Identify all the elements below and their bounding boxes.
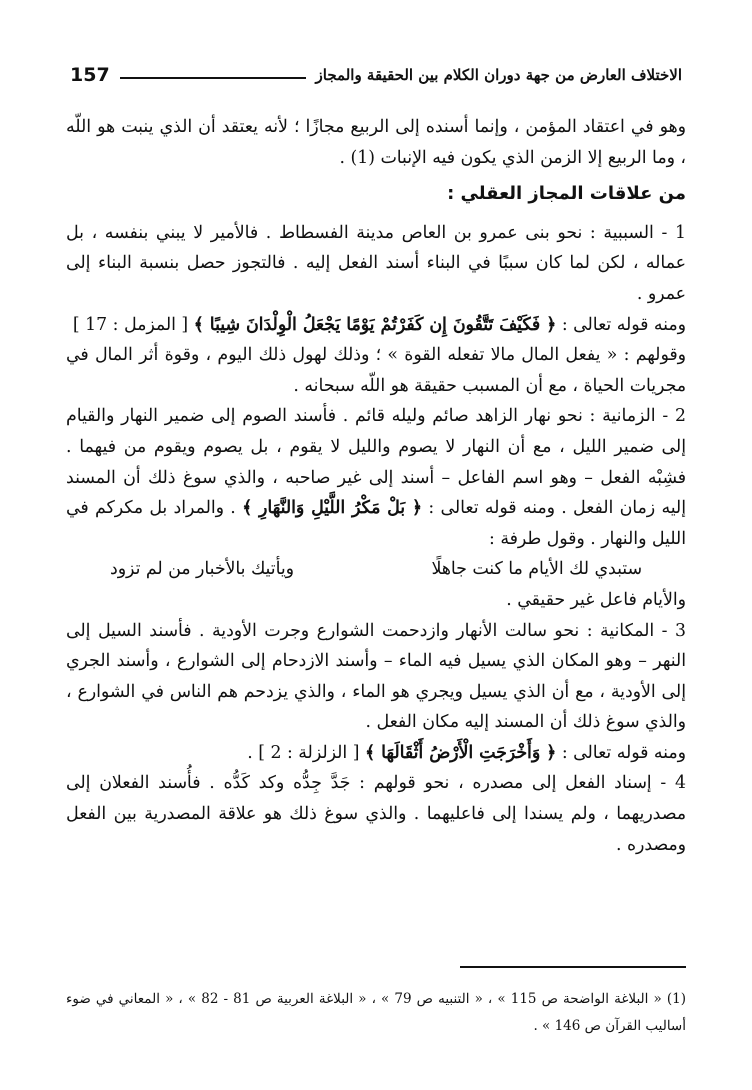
spatial-paragraph: 3 - المكانية : نحو سالت الأنهار وازدحمت الشوارع وجرت الأودية . فأسند السيل إلى النهر – وهو المكان الذي يسيل فيه الماء – وأسند الازدحام إلى الشوارع ، وأسند الجري إلى الأودية ، مع أن الذي يسيل ويجري هو الماء ، والذي يزدحم هم الناس في الشوارع ، والذي سوغ ذلك أن المسند إليه مكان الفعل . — [66, 620, 686, 733]
running-header — [70, 58, 682, 92]
page-number: 157 — [70, 64, 110, 86]
quran-intro: ومنه قوله تعالى : — [561, 742, 686, 763]
quran-intro: ومنه قوله تعالى : — [561, 314, 686, 335]
quran-reference: [ الزلزلة : 2 ] . — [247, 742, 360, 763]
footnote-rule — [460, 966, 686, 968]
causality-quran-paragraph — [66, 310, 686, 341]
quran-reference: [ المزمل : 17 ] — [72, 314, 189, 335]
intro-paragraph: وهو في اعتقاد المؤمن ، وإنما أسنده إلى الربيع مجازًا ؛ لأنه يعتقد أن الذي ينبت هو اللّه ، وما الربيع إلا الزمن الذي يكون فيه الإنبات (1) . — [66, 117, 686, 168]
quran-verse: ﴿ وَأَخْرَجَتِ الْأَرْضُ أَثْقَالَهَا ﴾ — [364, 742, 557, 763]
verse-second-hemistich: ويأتيك بالأخبار من لم تزود — [110, 559, 294, 580]
section-heading: من علاقات المجاز العقلي : — [447, 183, 686, 205]
temporal-text: 2 - الزمانية : نحو نهار الزاهد صائم وليله قائم . فأسند الصوم إلى ضمير النهار والقيام إلى ضمير الليل ، مع أن النهار لا يصوم والليل لا يقوم ، بل يصوم ويقوم من فيهما . فشِبْه الفعل – وهو اسم الفاعل – أسند إلى غير صاحبه ، والذي سوغ ذلك أن المسند إليه زمان الفعل . ومنه قوله تعالى : — [66, 406, 686, 519]
temporal-text-cont: . والمراد بل مكركم في الليل والنهار . وقول طرفة : — [66, 498, 686, 549]
temporal-conclusion: والأيام فاعل غير حقيقي . — [506, 589, 686, 610]
quran-verse: ﴿ بَلْ مَكْرُ اللَّيْلِ وَالنَّهَارِ ﴾ — [242, 498, 423, 519]
header-rule — [120, 77, 306, 79]
quran-verse: ﴿ فَكَيْفَ تَتَّقُونَ إِن كَفَرْتُمْ يَوْمًا يَجْعَلُ الْوِلْدَانَ شِيبًا ﴾ — [193, 314, 557, 335]
verse-first-hemistich: ستبدي لك الأيام ما كنت جاهلًا — [431, 559, 642, 580]
footnote-text: (1) « البلاغة الواضحة ص 115 » ، « التنبيه ص 79 » ، « البلاغة العربية ص 81 - 82 » ، « المعاني في ضوء أساليب القرآن ص 146 » . — [66, 991, 686, 1034]
causality-paragraph: 1 - السببية : نحو بنى عمرو بن العاص مدينة الفسطاط . فالأمير لا يبني بنفسه ، بل عماله ، لكن لما كان سببًا في البناء أسند الفعل إليه . فالتجوز حصل بنسبة البناء إلى عمرو . — [66, 222, 686, 304]
main-text — [66, 112, 686, 860]
running-title: الاختلاف العارض من جهة دوران الكلام بين الحقيقة والمجاز — [315, 66, 682, 84]
spatial-quran-paragraph — [66, 738, 686, 769]
causality-saying-paragraph: وقولهم : « يفعل المال مالا تفعله القوة » ؛ وذلك لهول ذلك اليوم ، وقوة أثر المال في مجريات الحياة ، مع أن المسبب حقيقة هو اللّه سبحانه . — [66, 345, 686, 396]
temporal-paragraph — [66, 401, 686, 554]
poetry-verse — [66, 554, 686, 585]
footnote — [66, 986, 686, 1040]
masdar-paragraph: 4 - إسناد الفعل إلى مصدره ، نحو قولهم : جَدَّ جِدُّه وكد كَدُّه . فأُسند الفعلان إلى مصدريهما ، ولم يسندا إلى فاعليهما . والذي سوغ ذلك هو علاقة المصدرية بين الفعل ومصدره . — [66, 773, 686, 855]
